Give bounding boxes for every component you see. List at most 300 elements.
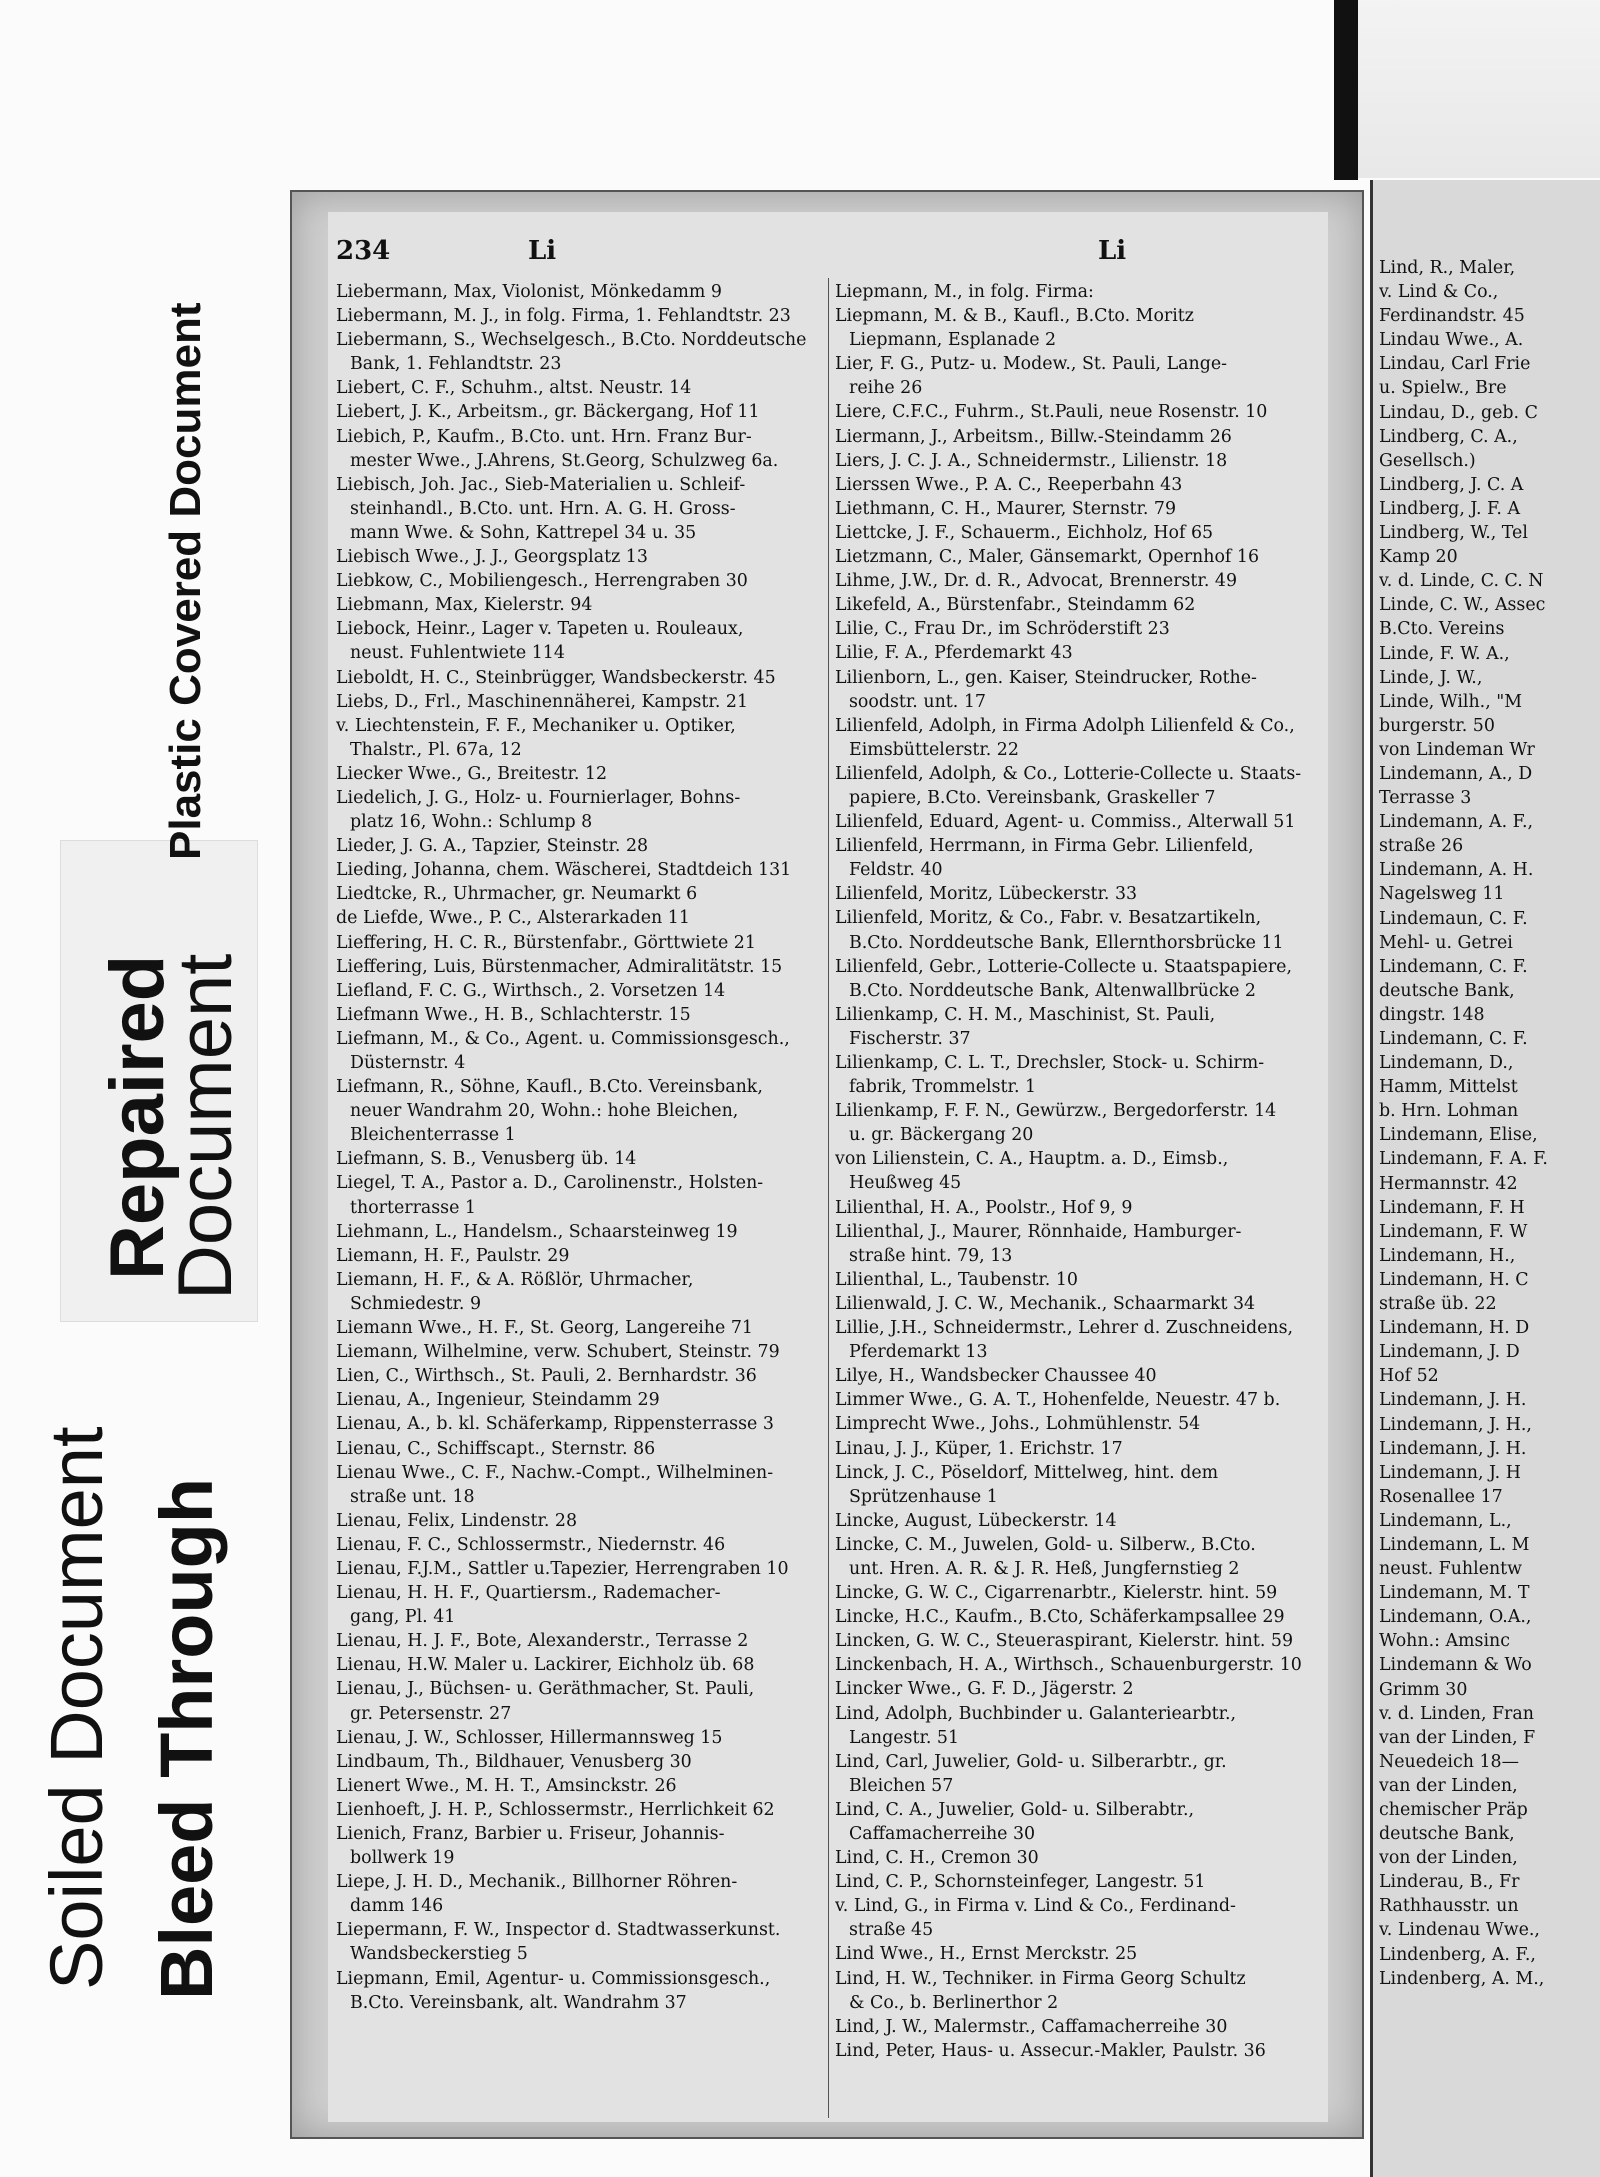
directory-entry	[835, 1316, 1325, 1364]
entry-line: Lind, Carl, Juwelier, Gold- u. Silberarbtr., gr.	[835, 1751, 1227, 1772]
entry-line: Likefeld, A., Bürstenfabr., Steindamm 62	[835, 595, 1196, 616]
entry-line: Lilienfeld, Moritz, Lübeckerstr. 33	[835, 884, 1138, 905]
next-page-line: Lindberg, J. F. A	[1379, 498, 1521, 519]
directory-entry	[336, 1461, 826, 1509]
directory-entry	[835, 280, 1325, 304]
directory-entry	[835, 1099, 1325, 1147]
entry-line: Lilienwald, J. C. W., Mechanik., Schaarmarkt 34	[835, 1293, 1256, 1314]
entry-line: Liefmann Wwe., H. B., Schlachterstr. 15	[336, 1004, 691, 1025]
directory-entry	[336, 1509, 826, 1533]
entry-line: Lincke, H.C., Kaufm., B.Cto, Schäferkampsallee 29	[835, 1607, 1285, 1628]
entry-line: steinhandl., B.Cto. unt. Hrn. A. G. H. Gross-	[350, 498, 736, 519]
entry-line: Lienau, J., Büchsen- u. Geräthmacher, St. Pauli,	[336, 1679, 755, 1700]
entry-line: Lieffering, Luis, Bürstenmacher, Admiralitätstr. 15	[336, 956, 783, 977]
page-body	[328, 212, 1328, 2122]
entry-line: Liebich, P., Kaufm., B.Cto. unt. Hrn. Franz Bur-	[336, 426, 752, 447]
label-soiled-document: Soiled Document	[35, 1426, 118, 1990]
entry-line: Liepe, J. H. D., Mechanik., Billhorner Röhren-	[336, 1872, 738, 1893]
directory-entry	[835, 1461, 1325, 1509]
directory-entry	[336, 1653, 826, 1677]
directory-entry	[336, 1388, 826, 1412]
entry-line: Liebert, J. K., Arbeitsm., gr. Bäckergang, Hof 11	[336, 402, 760, 423]
entry-line: Liepmann, Esplanade 2	[849, 330, 1057, 351]
entry-line: Liebs, D., Frl., Maschinennäherei, Kampstr. 21	[336, 691, 749, 712]
column-divider	[828, 278, 829, 2118]
directory-entry	[835, 545, 1325, 569]
directory-entry	[835, 1629, 1325, 1653]
next-page-line: Lindemann, A. H.	[1379, 860, 1534, 881]
entry-line: Lillie, J.H., Schneidermstr., Lehrer d. Zuschneidens,	[835, 1318, 1294, 1339]
entry-line: platz 16, Wohn.: Schlump 8	[350, 812, 593, 833]
entry-line: Linckenbach, H. A., Wirthsch., Schauenburgerstr. 10	[835, 1655, 1302, 1676]
next-page-line: Lindemann, F. A. F.	[1379, 1149, 1548, 1170]
next-page-line: Linde, Wilh., "M	[1379, 691, 1523, 712]
directory-entry	[835, 882, 1325, 906]
next-page-line: Hof 52	[1379, 1366, 1439, 1387]
next-page-line: Lindberg, J. C. A	[1379, 474, 1524, 495]
entry-line: v. Liechtenstein, F. F., Mechaniker u. Optiker,	[336, 715, 736, 736]
directory-entry	[835, 641, 1325, 665]
label-repaired: Repaired	[95, 954, 180, 1280]
next-page-line: Hamm, Mittelst	[1379, 1077, 1518, 1098]
directory-entry	[336, 955, 826, 979]
directory-entry	[336, 1075, 826, 1147]
entry-line: Limmer Wwe., G. A. T., Hohenfelde, Neuestr. 47 b.	[835, 1390, 1281, 1411]
entry-line: Lienau, Felix, Lindenstr. 28	[336, 1510, 578, 1531]
next-page-column	[1379, 256, 1600, 1991]
entry-line: thorterrasse 1	[350, 1197, 476, 1218]
next-page-line: neust. Fuhlentw	[1379, 1559, 1523, 1580]
directory-entry	[336, 1437, 826, 1461]
next-page-line: Mehl- u. Getrei	[1379, 932, 1513, 953]
entry-line: Liefmann, S. B., Venusberg üb. 14	[336, 1149, 637, 1170]
directory-entry	[835, 1147, 1325, 1195]
directory-entry	[835, 1364, 1325, 1388]
entry-line: Lind, Peter, Haus- u. Assecur.-Makler, Paulstr. 36	[835, 2040, 1266, 2061]
entry-line: neuer Wandrahm 20, Wohn.: hohe Bleichen,	[350, 1101, 739, 1122]
entry-line: Feldstr. 40	[849, 860, 943, 881]
entry-line: Lilie, F. A., Pferdemarkt 43	[835, 643, 1073, 664]
next-page-line: Lindemann, M. T	[1379, 1583, 1530, 1604]
next-page-line: Lindberg, W., Tel	[1379, 523, 1528, 544]
entry-line: Lienau, A., b. kl. Schäferkamp, Rippensterrasse 3	[336, 1414, 774, 1435]
entry-line: Liedelich, J. G., Holz- u. Fournierlager, Bohns-	[336, 787, 741, 808]
next-page-line: Lindemann, A., D	[1379, 763, 1533, 784]
entry-line: Schmiedestr. 9	[350, 1293, 482, 1314]
directory-entry	[835, 906, 1325, 954]
entry-line: Eimsbüttelerstr. 22	[849, 739, 1019, 760]
next-page-line: Lindemann & Wo	[1379, 1655, 1532, 1676]
label-bleed-through: Bleed Through	[145, 1477, 228, 2000]
entry-line: Lilienfeld, Moritz, & Co., Fabr. v. Besatzartikeln,	[835, 908, 1262, 929]
entry-line: Liemann, H. F., Paulstr. 29	[336, 1245, 570, 1266]
directory-entry	[336, 593, 826, 617]
entry-line: straße hint. 79, 13	[849, 1245, 1013, 1266]
directory-entry	[835, 955, 1325, 1003]
entry-line: Liere, C.F.C., Fuhrm., St.Pauli, neue Rosenstr. 10	[835, 402, 1268, 423]
next-page-line: Neuedeich 18—	[1379, 1751, 1519, 1772]
directory-entry	[835, 593, 1325, 617]
entry-line: Lihme, J.W., Dr. d. R., Advocat, Brennerstr. 49	[835, 571, 1238, 592]
entry-line: Lieder, J. G. A., Tapzier, Steinstr. 28	[336, 836, 649, 857]
entry-line: Lien, C., Wirthsch., St. Pauli, 2. Bernhardstr. 36	[336, 1366, 757, 1387]
next-page-line: van der Linden, F	[1379, 1727, 1536, 1748]
next-page-line: Lind, R., Maler,	[1379, 258, 1516, 278]
directory-entry	[336, 304, 826, 328]
next-page-line: Lindemaun, C. F.	[1379, 908, 1528, 929]
page-number: 234	[336, 236, 391, 266]
entry-line: Lind, Adolph, Buchbinder u. Galanteriearbtr.,	[835, 1703, 1237, 1724]
entry-line: B.Cto. Vereinsbank, alt. Wandrahm 37	[350, 1992, 687, 2013]
entry-line: Lienau, C., Schiffscapt., Sternstr. 86	[336, 1438, 656, 1459]
entry-line: Liedtcke, R., Uhrmacher, gr. Neumarkt 6	[336, 884, 698, 905]
next-page-line: Lindemann, J. H.	[1379, 1438, 1527, 1459]
entry-line: & Co., b. Berlinerthor 2	[849, 1992, 1059, 2013]
directory-entry	[336, 1412, 826, 1436]
entry-line: Liemann, Wilhelmine, verw. Schubert, Steinstr. 79	[336, 1342, 780, 1363]
next-page-line: Linderau, B., Fr	[1379, 1872, 1520, 1893]
next-page-line: Rathhausstr. un	[1379, 1896, 1519, 1917]
directory-entry	[835, 425, 1325, 449]
next-page-line: Lindau Wwe., A.	[1379, 330, 1524, 351]
directory-entry	[835, 1967, 1325, 2015]
directory-entry	[336, 1629, 826, 1653]
entry-line: Liemann Wwe., H. F., St. Georg, Langereihe 71	[336, 1318, 753, 1339]
next-page	[1370, 180, 1600, 2177]
next-page-line: Lindau, D., geb. C	[1379, 402, 1538, 423]
next-page-line: v. d. Linden, Fran	[1379, 1703, 1534, 1724]
entry-line: Liecker Wwe., G., Breitestr. 12	[336, 763, 608, 784]
directory-entry	[835, 2015, 1325, 2039]
next-page-line: Lindemann, J. D	[1379, 1342, 1520, 1363]
directory-entry	[835, 762, 1325, 810]
directory-entry	[336, 1870, 826, 1918]
directory-entry	[835, 304, 1325, 352]
directory-entry	[835, 714, 1325, 762]
directory-entry	[336, 1220, 826, 1244]
entry-line: Liepmann, Emil, Agentur- u. Commissionsgesch.,	[336, 1968, 771, 1989]
entry-line: Lierssen Wwe., P. A. C., Reeperbahn 43	[835, 474, 1183, 495]
entry-line: Liepmann, M. & B., Kaufl., B.Cto. Moritz	[835, 306, 1194, 327]
entry-line: fabrik, Trommelstr. 1	[849, 1077, 1037, 1098]
directory-entry	[336, 1003, 826, 1027]
directory-entry	[336, 545, 826, 569]
entry-line: Lilienfeld, Adolph, in Firma Adolph Lilienfeld & Co.,	[835, 715, 1295, 736]
directory-entry	[336, 1726, 826, 1750]
label-plastic-covered: Plastic Covered Document	[161, 302, 210, 860]
entry-line: Lienau, A., Ingenieur, Steindamm 29	[336, 1390, 660, 1411]
entry-line: Lincker Wwe., G. F. D., Jägerstr. 2	[835, 1679, 1134, 1700]
directory-entry	[835, 1437, 1325, 1461]
directory-entry	[835, 810, 1325, 834]
next-page-line: van der Linden,	[1379, 1775, 1518, 1796]
entry-line: Bleichenterrasse 1	[350, 1125, 516, 1146]
directory-entry	[336, 473, 826, 545]
entry-line: Lilienborn, L., gen. Kaiser, Steindrucker, Rothe-	[835, 667, 1257, 688]
binding-paper	[1336, 0, 1600, 178]
entry-line: Lind, C. P., Schornsteinfeger, Langestr. 51	[835, 1872, 1206, 1893]
next-page-line: Rosenallee 17	[1379, 1486, 1503, 1507]
entry-line: Lienau, F.J.M., Sattler u.Tapezier, Herrengraben 10	[336, 1558, 789, 1579]
entry-line: unt. Hren. A. R. & J. R. Heß, Jungfernstieg 2	[849, 1558, 1240, 1579]
next-page-line: straße 26	[1379, 836, 1464, 857]
binding-strip	[1334, 0, 1358, 180]
entry-line: Lieboldt, H. C., Steinbrügger, Wandsbeckerstr. 45	[336, 667, 776, 688]
next-page-line: Lindemann, A. F.,	[1379, 812, 1534, 833]
directory-entry	[336, 1340, 826, 1364]
next-page-line: Lindemann, J. H.,	[1379, 1414, 1532, 1435]
entry-line: de Liefde, Wwe., P. C., Alsterarkaden 11	[336, 908, 690, 929]
next-page-line: Linde, F. W. A.,	[1379, 643, 1510, 664]
next-page-line: Lindemann, F. W	[1379, 1221, 1528, 1242]
label-repaired-document: Document	[163, 953, 248, 1300]
directory-entry	[835, 1605, 1325, 1629]
entry-line: Linau, J. J., Küper, 1. Erichstr. 17	[835, 1438, 1123, 1459]
next-page-line: Lindemann, J. H	[1379, 1462, 1521, 1483]
entry-line: straße 45	[849, 1920, 934, 1941]
entry-line: Liebock, Heinr., Lager v. Tapeten u. Rouleaux,	[336, 619, 744, 640]
directory-entry	[336, 762, 826, 786]
next-page-line: Lindemann, C. F.	[1379, 1029, 1528, 1049]
entry-line: Lilienfeld, Gebr., Lotterie-Collecte u. Staatspapiere,	[835, 956, 1293, 977]
entry-line: Liers, J. C. J. A., Schneidermstr., Lilienstr. 18	[835, 450, 1228, 471]
entry-line: Lilienfeld, Eduard, Agent- u. Commiss., Alterwall 51	[835, 812, 1296, 833]
entry-line: Linck, J. C., Pöseldorf, Mittelweg, hint. dem	[835, 1462, 1219, 1483]
entry-line: Liebisch, Joh. Jac., Sieb-Materialien u. Schleif-	[336, 474, 746, 495]
entry-line: Bank, 1. Fehlandtstr. 23	[350, 354, 562, 375]
entry-line: Lieffering, H. C. R., Bürstenfabr., Görttwiete 21	[336, 932, 756, 953]
entry-line: mester Wwe., J.Ahrens, St.Georg, Schulzweg 6a.	[350, 450, 779, 471]
next-page-line: Lindemann, H. D	[1379, 1318, 1530, 1339]
entry-line: Fischerstr. 37	[849, 1028, 971, 1049]
entry-line: soodstr. unt. 17	[849, 691, 986, 712]
directory-entry	[835, 521, 1325, 545]
entry-line: von Lilienstein, C. A., Hauptm. a. D., Eimsb.,	[835, 1149, 1229, 1170]
entry-line: Lind Wwe., H., Ernst Merckstr. 25	[835, 1944, 1138, 1965]
directory-entry	[835, 1196, 1325, 1220]
directory-entry	[336, 1581, 826, 1629]
entry-line: Lienau, H. H. F., Quartiersm., Rademacher-	[336, 1583, 721, 1604]
directory-entry	[336, 617, 826, 665]
directory-entry	[336, 1774, 826, 1798]
next-page-line: v. d. Linde, C. C. N	[1379, 571, 1544, 592]
directory-entry	[835, 1942, 1325, 1966]
entry-line: Lienau, F. C., Schlossermstr., Niedernstr. 46	[336, 1534, 726, 1555]
entry-line: gang, Pl. 41	[350, 1607, 456, 1628]
entry-line: Liebermann, Max, Violonist, Mönkedamm 9	[336, 282, 722, 302]
directory-entry	[835, 569, 1325, 593]
directory-entry	[336, 1171, 826, 1219]
next-page-line: von der Linden,	[1379, 1848, 1518, 1869]
directory-entry	[336, 1557, 826, 1581]
next-page-line: Lindemann, F. H	[1379, 1197, 1525, 1218]
next-page-line: Lindenberg, A. M.,	[1379, 1968, 1545, 1989]
directory-entry	[336, 1268, 826, 1316]
directory-entry	[336, 1364, 826, 1388]
next-page-line: von Lindeman Wr	[1379, 739, 1535, 760]
directory-entry	[835, 473, 1325, 497]
next-page-line: burgerstr. 50	[1379, 715, 1495, 736]
entry-line: Lienert Wwe., M. H. T., Amsinckstr. 26	[336, 1775, 677, 1796]
entry-line: Liefmann, M., & Co., Agent. u. Commissionsgesch.,	[336, 1028, 790, 1049]
entry-line: Liemann, H. F., & A. Rößlör, Uhrmacher,	[336, 1269, 694, 1290]
next-page-line: Terrasse 3	[1379, 788, 1472, 809]
next-page-line: b. Hrn. Lohman	[1379, 1101, 1519, 1122]
entry-line: Liehmann, L., Handelsm., Schaarsteinweg 19	[336, 1221, 738, 1242]
next-page-line: deutsche Bank,	[1379, 1824, 1515, 1845]
next-page-line: Wohn.: Amsinc	[1379, 1631, 1510, 1652]
directory-entry	[336, 376, 826, 400]
entry-line: u. gr. Bäckergang 20	[849, 1125, 1034, 1146]
entry-line: Limprecht Wwe., Johs., Lohmühlenstr. 54	[835, 1414, 1201, 1435]
entry-line: Lincke, G. W. C., Cigarrenarbtr., Kielerstr. hint. 59	[835, 1583, 1278, 1604]
directory-entry	[835, 617, 1325, 641]
directory-entry	[336, 569, 826, 593]
directory-entry	[336, 786, 826, 834]
entry-line: Lincke, August, Lübeckerstr. 14	[835, 1510, 1117, 1531]
header-left: Li	[528, 236, 557, 266]
next-page-line: Lindemann, H.,	[1379, 1245, 1516, 1266]
next-page-line: v. Lind & Co.,	[1379, 282, 1499, 303]
next-page-line: Lindenberg, A. F.,	[1379, 1944, 1536, 1965]
entry-line: damm 146	[350, 1896, 444, 1917]
directory-entry	[336, 425, 826, 473]
next-page-line: Lindemann, Elise,	[1379, 1125, 1538, 1146]
next-page-line: Lindemann, J. H.	[1379, 1390, 1527, 1411]
next-page-line: Nagelsweg 11	[1379, 884, 1505, 905]
entry-line: Lindbaum, Th., Bildhauer, Venusberg 30	[336, 1751, 692, 1772]
directory-entry	[336, 1147, 826, 1171]
next-page-line: Lindemann, O.A.,	[1379, 1607, 1532, 1628]
directory-entry	[835, 1388, 1325, 1412]
directory-entry	[336, 1316, 826, 1340]
entry-line: Heußweg 45	[849, 1173, 962, 1194]
directory-entry	[835, 1702, 1325, 1750]
entry-line: Liepermann, F. W., Inspector d. Stadtwasserkunst.	[336, 1920, 781, 1941]
directory-entry	[336, 1244, 826, 1268]
directory-entry	[835, 1894, 1325, 1942]
directory-entry	[835, 1870, 1325, 1894]
directory-entry	[835, 834, 1325, 882]
entry-line: Liethmann, C. H., Maurer, Sternstr. 79	[835, 498, 1177, 519]
entry-line: Wandsbeckerstieg 5	[350, 1944, 528, 1965]
entry-line: Lilienthal, L., Taubenstr. 10	[835, 1269, 1078, 1290]
entry-line: v. Lind, G., in Firma v. Lind & Co., Ferdinand-	[835, 1896, 1236, 1917]
directory-entry	[336, 1822, 826, 1870]
scanned-page	[290, 190, 1364, 2139]
entry-line: Lienich, Franz, Barbier u. Friseur, Johannis-	[336, 1824, 725, 1844]
directory-entry	[336, 931, 826, 955]
directory-entry	[835, 1268, 1325, 1292]
entry-line: Liebermann, M. J., in folg. Firma, 1. Fehlandtstr. 23	[336, 306, 791, 327]
directory-entry	[835, 1846, 1325, 1870]
entry-line: Pferdemarkt 13	[849, 1342, 988, 1363]
entry-line: bollwerk 19	[350, 1848, 455, 1869]
entry-line: Liebisch Wwe., J. J., Georgsplatz 13	[336, 547, 648, 568]
entry-line: Liebermann, S., Wechselgesch., B.Cto. Norddeutsche	[336, 330, 807, 351]
directory-entry	[835, 449, 1325, 473]
entry-line: Düsternstr. 4	[350, 1053, 466, 1073]
directory-entry	[336, 882, 826, 906]
entry-line: Liebert, C. F., Schuhm., altst. Neustr. 14	[336, 378, 692, 399]
right-column	[835, 280, 1325, 2063]
next-page-line: Hermannstr. 42	[1379, 1173, 1518, 1194]
next-page-line: Lindemann, H. C	[1379, 1269, 1529, 1290]
directory-entry	[336, 1967, 826, 2015]
directory-entry	[835, 1581, 1325, 1605]
header-right: Li	[1098, 236, 1127, 266]
next-page-line: B.Cto. Vereins	[1379, 619, 1505, 640]
directory-entry	[336, 1677, 826, 1725]
entry-line: mann Wwe. & Sohn, Kattrepel 34 u. 35	[350, 522, 697, 543]
directory-entry	[336, 690, 826, 714]
directory-entry	[336, 858, 826, 882]
entry-line: Liefmann, R., Söhne, Kaufl., B.Cto. Vereinsbank,	[336, 1077, 763, 1098]
directory-entry	[835, 1292, 1325, 1316]
directory-entry	[336, 1798, 826, 1822]
entry-line: Liegel, T. A., Pastor a. D., Carolinenstr., Holsten-	[336, 1173, 764, 1194]
next-page-line: v. Lindenau Wwe.,	[1379, 1920, 1540, 1941]
entry-line: straße unt. 18	[350, 1486, 475, 1507]
entry-line: Lilye, H., Wandsbecker Chaussee 40	[835, 1366, 1157, 1387]
entry-line: Lind, H. W., Techniker. in Firma Georg Schultz	[835, 1968, 1246, 1989]
entry-line: Lier, F. G., Putz- u. Modew., St. Pauli, Lange-	[835, 354, 1227, 375]
next-page-line: Linde, J. W.,	[1379, 667, 1483, 688]
next-page-line: Ferdinandstr. 45	[1379, 306, 1525, 327]
left-column	[336, 280, 826, 2015]
directory-entry	[835, 1003, 1325, 1051]
directory-entry	[336, 1027, 826, 1075]
entry-line: Lilienthal, H. A., Poolstr., Hof 9, 9	[835, 1197, 1133, 1218]
entry-line: Lilienkamp, C. L. T., Drechsler, Stock- u. Schirm-	[835, 1053, 1265, 1073]
directory-entry	[835, 1220, 1325, 1268]
entry-line: Langestr. 51	[849, 1727, 960, 1748]
directory-entry	[336, 979, 826, 1003]
directory-entry	[835, 666, 1325, 714]
directory-entry	[835, 1677, 1325, 1701]
entry-line: Lienau, H.W. Maler u. Lackirer, Eichholz üb. 68	[336, 1655, 755, 1676]
next-page-line: straße üb. 22	[1379, 1294, 1497, 1315]
directory-entry	[835, 1533, 1325, 1581]
entry-line: Lincke, C. M., Juwelen, Gold- u. Silberw., B.Cto.	[835, 1534, 1256, 1555]
entry-line: Liebkow, C., Mobiliengesch., Herrengraben 30	[336, 571, 748, 592]
directory-entry	[336, 834, 826, 858]
entry-line: Caffamacherreihe 30	[849, 1824, 1036, 1844]
entry-line: B.Cto. Norddeutsche Bank, Altenwallbrücke 2	[849, 980, 1256, 1001]
directory-entry	[336, 328, 826, 376]
entry-line: Sprützenhause 1	[849, 1486, 998, 1507]
entry-line: Bleichen 57	[849, 1775, 954, 1796]
next-page-line: chemischer Präp	[1379, 1800, 1528, 1820]
entry-line: B.Cto. Norddeutsche Bank, Ellernthorsbrücke 11	[849, 932, 1284, 953]
entry-line: Lincken, G. W. C., Steueraspirant, Kielerstr. hint. 59	[835, 1631, 1294, 1652]
entry-line: Lienhoeft, J. H. P., Schlossermstr., Herrlichkeit 62	[336, 1799, 775, 1820]
directory-entry	[835, 1509, 1325, 1533]
directory-entry	[336, 1533, 826, 1557]
directory-entry	[336, 1750, 826, 1774]
next-page-line: dingstr. 148	[1379, 1004, 1485, 1025]
directory-entry	[336, 714, 826, 762]
entry-line: Lienau, J. W., Schlosser, Hillermannsweg 15	[336, 1727, 723, 1748]
entry-line: reihe 26	[849, 378, 923, 399]
directory-entry	[835, 1798, 1325, 1846]
entry-line: Liefland, F. C. G., Wirthsch., 2. Vorsetzen 14	[336, 980, 726, 1001]
entry-line: Lieding, Johanna, chem. Wäscherei, Stadtdeich 131	[336, 860, 792, 881]
entry-line: Liebmann, Max, Kielerstr. 94	[336, 595, 593, 616]
entry-line: Liepmann, M., in folg. Firma:	[835, 282, 1094, 302]
entry-line: Lind, J. W., Malermstr., Caffamacherreihe 30	[835, 2016, 1228, 2037]
entry-line: Lilienthal, J., Maurer, Rönnhaide, Hamburger-	[835, 1221, 1242, 1242]
